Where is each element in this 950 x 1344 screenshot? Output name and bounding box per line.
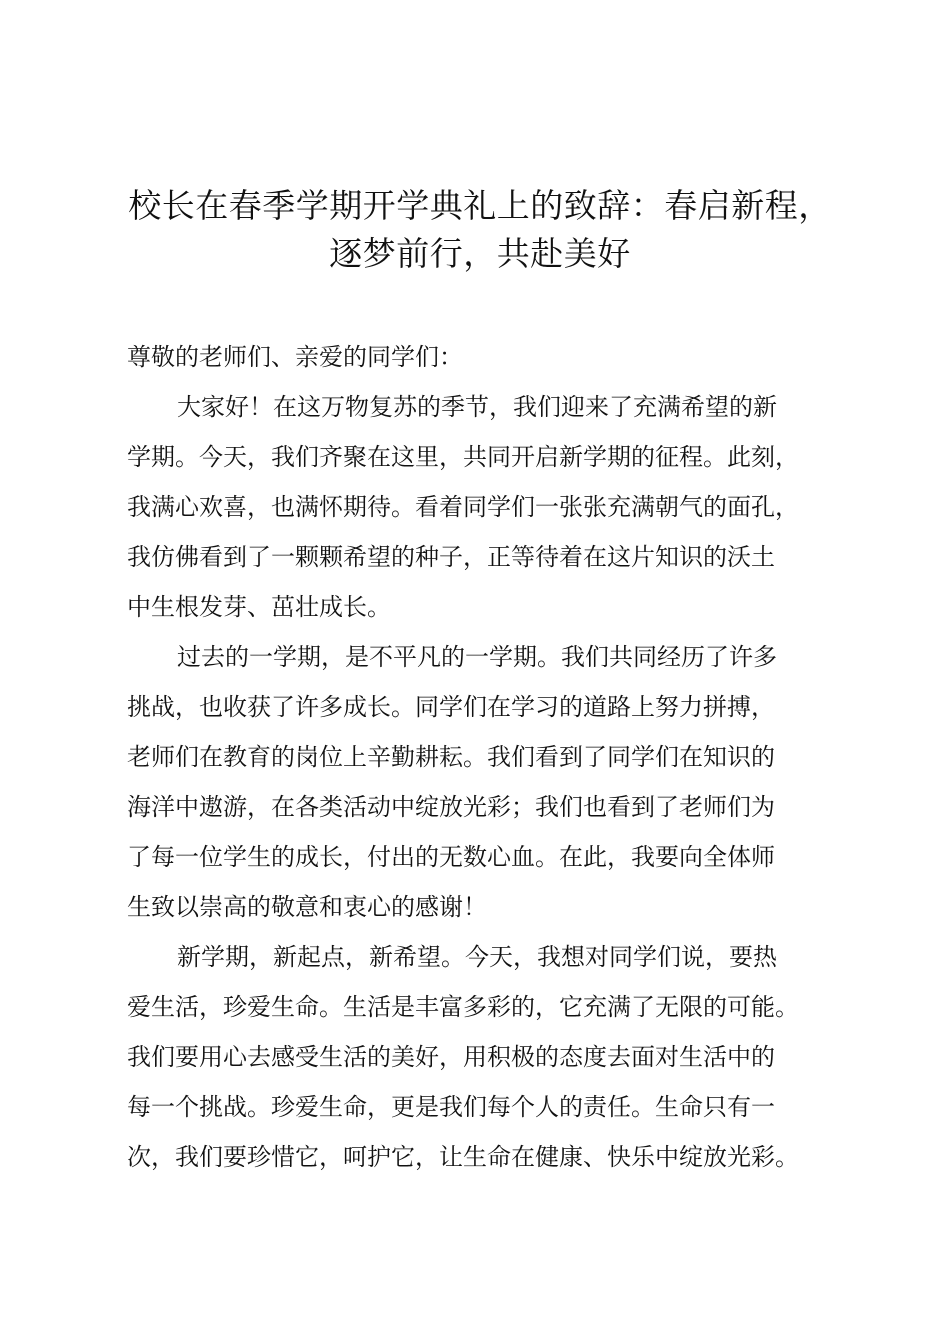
paragraph-line: 爱生活，珍爱生命。生活是丰富多彩的，它充满了无限的可能。 bbox=[127, 993, 799, 1021]
paragraph-line: 海洋中遨游，在各类活动中绽放光彩；我们也看到了老师们为 bbox=[127, 793, 775, 821]
paragraph-line: 我们要用心去感受生活的美好，用积极的态度去面对生活中的 bbox=[127, 1043, 775, 1071]
paragraph-line: 挑战，也收获了许多成长。同学们在学习的道路上努力拼搏， bbox=[127, 693, 775, 721]
salutation: 尊敬的老师们、亲爱的同学们： bbox=[127, 343, 463, 371]
title-line-2: 逐梦前行，共赴美好 bbox=[329, 234, 631, 273]
document-body bbox=[127, 332, 862, 1182]
paragraph-line: 过去的一学期，是不平凡的一学期。我们共同经历了许多 bbox=[177, 643, 777, 671]
paragraph-line: 生致以崇高的敬意和衷心的感谢！ bbox=[127, 893, 487, 921]
document-title bbox=[100, 182, 860, 278]
paragraph-1 bbox=[127, 382, 862, 632]
paragraph-line: 中生根发芽、茁壮成长。 bbox=[127, 593, 391, 621]
paragraph-line: 我仿佛看到了一颗颗希望的种子，正等待着在这片知识的沃土 bbox=[127, 543, 775, 571]
paragraph-line: 新学期，新起点，新希望。今天，我想对同学们说，要热 bbox=[177, 943, 777, 971]
paragraph-line: 老师们在教育的岗位上辛勤耕耘。我们看到了同学们在知识的 bbox=[127, 743, 775, 771]
paragraph-line: 每一个挑战。珍爱生命，更是我们每个人的责任。生命只有一 bbox=[127, 1093, 775, 1121]
paragraph-line: 大家好！在这万物复苏的季节，我们迎来了充满希望的新 bbox=[177, 393, 777, 421]
title-line-1: 校长在春季学期开学典礼上的致辞：春启新程， bbox=[128, 186, 832, 225]
paragraph-line: 我满心欢喜，也满怀期待。看着同学们一张张充满朝气的面孔， bbox=[127, 493, 799, 521]
paragraph-line: 了每一位学生的成长，付出的无数心血。在此，我要向全体师 bbox=[127, 843, 775, 871]
paragraph-3 bbox=[127, 932, 862, 1182]
paragraph-2 bbox=[127, 632, 862, 932]
paragraph-line: 次，我们要珍惜它，呵护它，让生命在健康、快乐中绽放光彩。 bbox=[127, 1143, 799, 1171]
paragraph-line: 学期。今天，我们齐聚在这里，共同开启新学期的征程。此刻， bbox=[127, 443, 799, 471]
